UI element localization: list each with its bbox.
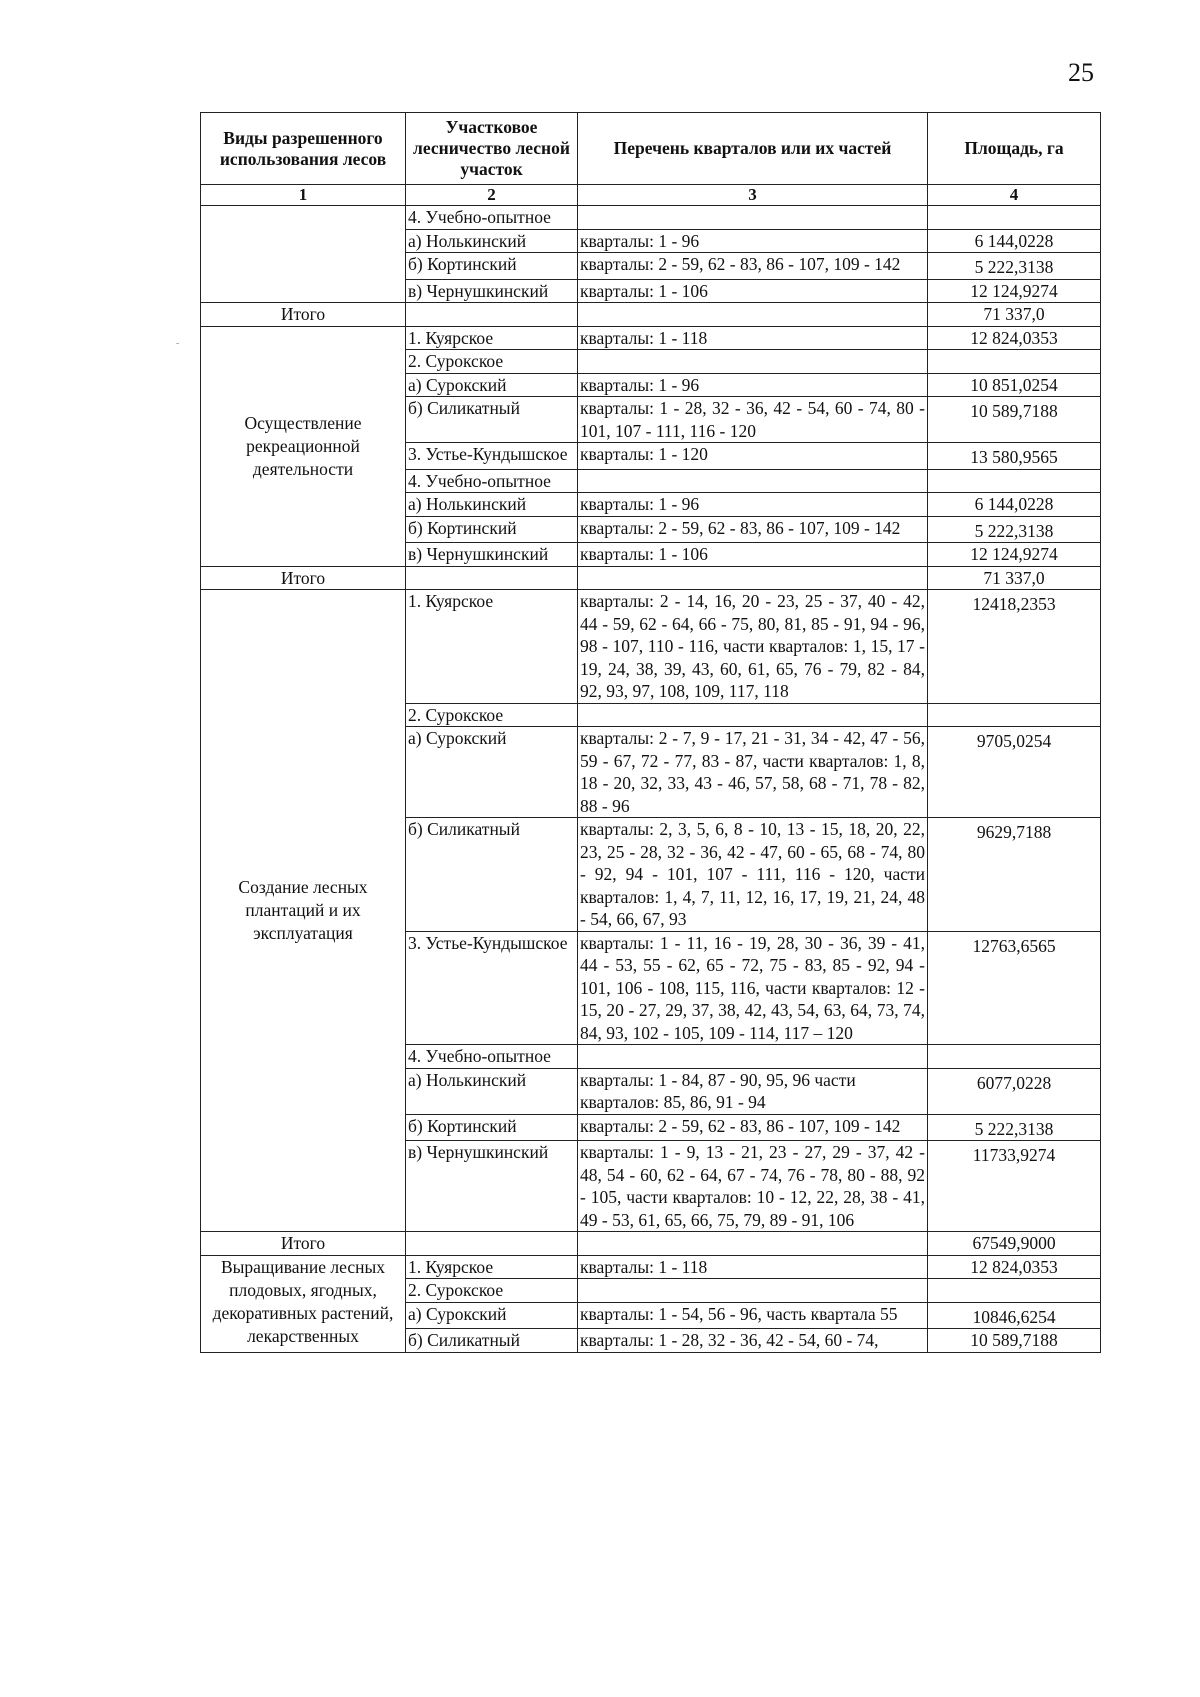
forestry-cell: а) Сурокский — [406, 373, 578, 397]
empty-cell — [406, 566, 578, 590]
quarters-cell: кварталы: 2 - 59, 62 - 83, 86 - 107, 109 - 142 — [578, 253, 928, 280]
column-number: 3 — [578, 185, 928, 206]
forestry-cell: 2. Сурокское — [406, 1279, 578, 1303]
empty-cell — [406, 1232, 578, 1256]
quarters-cell: кварталы: 1 - 9, 13 - 21, 23 - 27, 29 - 37, 42 - 48, 54 - 60, 62 - 64, 67 - 74, 76 - 78, 80 - 88, 92 - 105, части кварталов: 10 - 12, 22, 28, 38 - 41, 49 - 53, 61, 65, 66, 75, 79, 89 - 91, 106 — [578, 1141, 928, 1232]
quarters-cell — [578, 1045, 928, 1069]
forestry-cell: а) Сурокский — [406, 727, 578, 818]
area-cell: 10846,6254 — [928, 1302, 1101, 1329]
area-cell: 5 222,3138 — [928, 1114, 1101, 1141]
forestry-cell: в) Чернушкинский — [406, 279, 578, 303]
forestry-cell: б) Силикатный — [406, 818, 578, 932]
area-cell: 10 589,7188 — [928, 1329, 1101, 1353]
quarters-cell: кварталы: 2 - 59, 62 - 83, 86 - 107, 109 - 142 — [578, 516, 928, 543]
area-cell: 12 824,0353 — [928, 1255, 1101, 1279]
empty-cell — [578, 566, 928, 590]
area-cell: 12 124,9274 — [928, 543, 1101, 567]
area-cell: 12763,6565 — [928, 931, 1101, 1045]
header-quarters: Перечень кварталов или их частей — [578, 113, 928, 185]
forestry-cell: 1. Куярское — [406, 590, 578, 704]
forestry-cell: в) Чернушкинский — [406, 543, 578, 567]
total-area: 71 337,0 — [928, 303, 1101, 327]
area-cell: 12 124,9274 — [928, 279, 1101, 303]
quarters-cell: кварталы: 1 - 28, 32 - 36, 42 - 54, 60 - 74, 80 - 101, 107 - 111, 116 - 120 — [578, 397, 928, 443]
quarters-cell — [578, 703, 928, 727]
use-kind-cell: Создание лесных плантаций и их эксплуатация — [201, 590, 406, 1232]
area-cell: 9705,0254 — [928, 727, 1101, 818]
quarters-cell — [578, 350, 928, 374]
forestry-cell: б) Силикатный — [406, 1329, 578, 1353]
forestry-cell: 4. Учебно-опытное — [406, 1045, 578, 1069]
header-use-kind: Виды разрешенного использования лесов — [201, 113, 406, 185]
forestry-cell: б) Кортинский — [406, 1114, 578, 1141]
stray-mark: - — [176, 338, 180, 349]
quarters-cell: кварталы: 1 - 96 — [578, 493, 928, 517]
quarters-cell: кварталы: 1 - 96 — [578, 229, 928, 253]
empty-cell — [578, 303, 928, 327]
area-cell: 9629,7188 — [928, 818, 1101, 932]
area-cell: 12 824,0353 — [928, 326, 1101, 350]
header-row — [201, 113, 1101, 185]
area-cell: 6 144,0228 — [928, 229, 1101, 253]
column-number: 1 — [201, 185, 406, 206]
area-cell: 6077,0228 — [928, 1068, 1101, 1114]
forestry-cell: 3. Устье-Кундышское — [406, 443, 578, 470]
forestry-cell: а) Нолькинский — [406, 1068, 578, 1114]
area-cell: 11733,9274 — [928, 1141, 1101, 1232]
quarters-cell: кварталы: 1 - 106 — [578, 543, 928, 567]
quarters-cell: кварталы: 1 - 106 — [578, 279, 928, 303]
area-cell — [928, 469, 1101, 493]
area-cell — [928, 703, 1101, 727]
use-kind-cell: Осуществление рекреационной деятельности — [201, 326, 406, 566]
forestry-cell: б) Кортинский — [406, 253, 578, 280]
total-area: 71 337,0 — [928, 566, 1101, 590]
quarters-cell: кварталы: 1 - 54, 56 - 96, часть квартала 55 — [578, 1302, 928, 1329]
forestry-cell: 4. Учебно-опытное — [406, 469, 578, 493]
total-label: Итого — [201, 303, 406, 327]
quarters-cell: кварталы: 2 - 14, 16, 20 - 23, 25 - 37, 40 - 42, 44 - 59, 62 - 64, 66 - 75, 80, 81, 85 - 91, 94 - 96, 98 - 107, 110 - 116, части кварталов: 1, 15, 17 - 19, 24, 38, 39, 43, 60, 61, 65, 76 - 79, 82 - 84, 92, 93, 97, 108, 109, 117, 118 — [578, 590, 928, 704]
quarters-cell: кварталы: 1 - 84, 87 - 90, 95, 96 части кварталов: 85, 86, 91 - 94 — [578, 1068, 928, 1114]
forestry-cell: 3. Устье-Кундышское — [406, 931, 578, 1045]
area-cell: 6 144,0228 — [928, 493, 1101, 517]
forestry-cell: 2. Сурокское — [406, 703, 578, 727]
total-label: Итого — [201, 566, 406, 590]
column-number-row — [201, 185, 1101, 206]
use-kind-cell — [201, 206, 406, 303]
quarters-cell — [578, 1279, 928, 1303]
area-cell — [928, 350, 1101, 374]
forestry-cell: 1. Куярское — [406, 1255, 578, 1279]
total-row — [201, 303, 1101, 327]
forestry-cell: б) Силикатный — [406, 397, 578, 443]
column-number: 2 — [406, 185, 578, 206]
forestry-cell: в) Чернушкинский — [406, 1141, 578, 1232]
quarters-cell: кварталы: 1 - 120 — [578, 443, 928, 470]
empty-cell — [578, 1232, 928, 1256]
quarters-cell: кварталы: 2 - 7, 9 - 17, 21 - 31, 34 - 42, 47 - 56, 59 - 67, 72 - 77, 83 - 87, части кварталов: 1, 8, 18 - 20, 32, 33, 43 - 46, 57, 58, 68 - 71, 78 - 82, 88 - 96 — [578, 727, 928, 818]
area-cell: 10 589,7188 — [928, 397, 1101, 443]
total-label: Итого — [201, 1232, 406, 1256]
header-forestry: Участковое лесничество лесной участок — [406, 113, 578, 185]
forestry-cell: а) Сурокский — [406, 1302, 578, 1329]
forestry-cell: б) Кортинский — [406, 516, 578, 543]
quarters-cell: кварталы: 1 - 96 — [578, 373, 928, 397]
page-number: 25 — [1068, 58, 1094, 87]
quarters-cell: кварталы: 1 - 28, 32 - 36, 42 - 54, 60 - 74, — [578, 1329, 928, 1353]
header-area: Площадь, га — [928, 113, 1101, 185]
total-row — [201, 566, 1101, 590]
table-row — [201, 590, 1101, 704]
area-cell: 13 580,9565 — [928, 443, 1101, 470]
use-kind-cell: Выращивание лесных плодовых, ягодных, декоративных растений, лекарственных — [201, 1255, 406, 1352]
area-cell — [928, 1279, 1101, 1303]
column-number: 4 — [928, 185, 1101, 206]
quarters-cell: кварталы: 1 - 11, 16 - 19, 28, 30 - 36, 39 - 41, 44 - 53, 55 - 62, 65 - 72, 75 - 83, 85 - 92, 94 - 101, 106 - 108, 115, 116, части кварталов: 12 - 15, 20 - 27, 29, 37, 38, 42, 43, 54, 63, 64, 73, 74, 84, 93, 102 - 105, 109 - 114, 117 – 120 — [578, 931, 928, 1045]
forestry-cell: 4. Учебно-опытное — [406, 206, 578, 230]
forestry-cell: а) Нолькинский — [406, 229, 578, 253]
area-cell — [928, 206, 1101, 230]
total-area: 67549,9000 — [928, 1232, 1101, 1256]
total-row — [201, 1232, 1101, 1256]
area-cell: 5 222,3138 — [928, 516, 1101, 543]
table-row — [201, 326, 1101, 350]
table-row — [201, 206, 1101, 230]
quarters-cell — [578, 206, 928, 230]
forestry-cell: 2. Сурокское — [406, 350, 578, 374]
area-cell: 12418,2353 — [928, 590, 1101, 704]
empty-cell — [406, 303, 578, 327]
quarters-cell: кварталы: 2, 3, 5, 6, 8 - 10, 13 - 15, 18, 20, 22, 23, 25 - 28, 32 - 36, 42 - 47, 60 - 65, 68 - 74, 80 - 92, 94 - 101, 107 - 111, 116 - 120, части кварталов: 1, 4, 7, 11, 12, 16, 17, 19, 21, 24, 48 - 54, 66, 67, 93 — [578, 818, 928, 932]
forestry-cell: а) Нолькинский — [406, 493, 578, 517]
area-cell: 10 851,0254 — [928, 373, 1101, 397]
area-cell — [928, 1045, 1101, 1069]
quarters-cell: кварталы: 2 - 59, 62 - 83, 86 - 107, 109 - 142 — [578, 1114, 928, 1141]
quarters-cell: кварталы: 1 - 118 — [578, 1255, 928, 1279]
forest-use-table — [200, 112, 1101, 1353]
forestry-cell: 1. Куярское — [406, 326, 578, 350]
table-row — [201, 1255, 1101, 1279]
quarters-cell: кварталы: 1 - 118 — [578, 326, 928, 350]
quarters-cell — [578, 469, 928, 493]
area-cell: 5 222,3138 — [928, 253, 1101, 280]
